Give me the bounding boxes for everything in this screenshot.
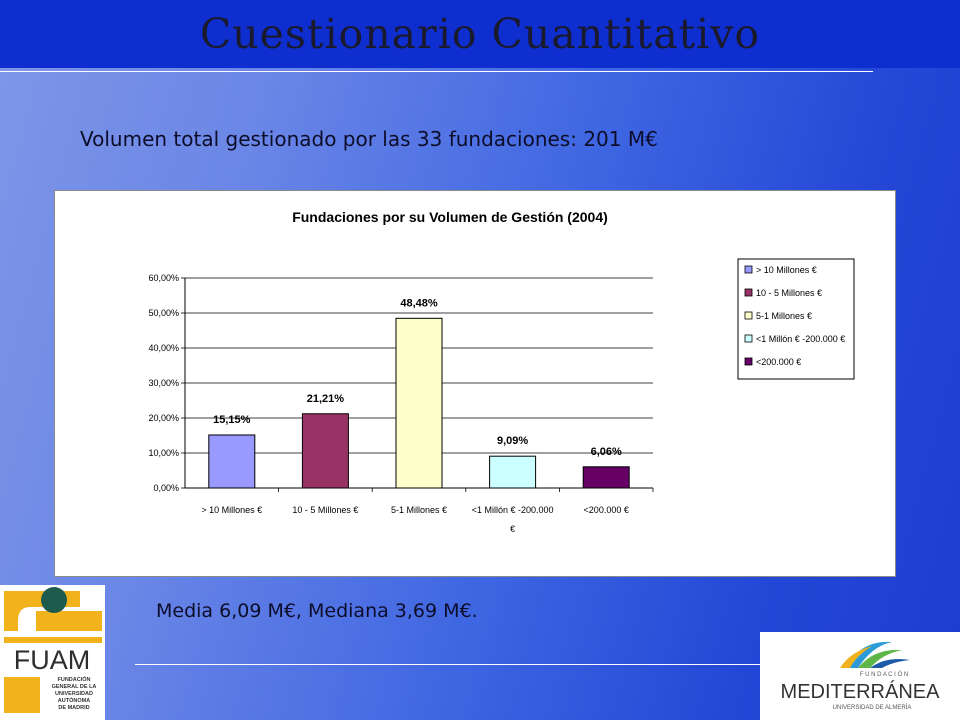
legend-swatch bbox=[745, 289, 752, 296]
legend-swatch bbox=[745, 266, 752, 273]
legend-entry: <1 Millón € -200.000 € bbox=[756, 334, 846, 344]
bar-value-label: 6,06% bbox=[590, 445, 622, 458]
bar-value-label: 9,09% bbox=[496, 435, 529, 448]
legend-entry: <200.000 € bbox=[756, 357, 802, 367]
legend-entry: 10 - 5 Millones € bbox=[756, 288, 823, 298]
slide-title: Cuestionario Cuantitativo bbox=[199, 10, 761, 58]
title-divider bbox=[0, 71, 873, 72]
y-tick-label: 10,00% bbox=[148, 448, 179, 458]
legend-entry: > 10 Millones € bbox=[756, 265, 817, 275]
bar bbox=[302, 414, 348, 488]
y-tick-label: 0,00% bbox=[153, 483, 179, 493]
y-tick-label: 20,00% bbox=[148, 413, 179, 423]
y-tick-label: 50,00% bbox=[148, 308, 179, 318]
bar-value-label: 21,21% bbox=[306, 392, 345, 405]
mediterranea-top-text: F U N D A C I Ó N bbox=[859, 672, 909, 678]
x-tick-label: <1 Millón € -200.000 € bbox=[471, 505, 554, 534]
fuam-caption-line: FUNDACIÓN bbox=[57, 677, 91, 683]
x-tick-label: > 10 Millones € bbox=[201, 505, 263, 515]
summary-statistics: Media 6,09 M€, Mediana 3,69 M€. bbox=[156, 600, 478, 622]
y-tick-label: 30,00% bbox=[148, 378, 179, 388]
chart-panel bbox=[54, 190, 896, 577]
fuam-logo-text: FUAM bbox=[13, 645, 91, 675]
bar bbox=[209, 435, 255, 488]
x-tick-label: 10 - 5 Millones € bbox=[292, 505, 359, 515]
fuam-caption-line: AUTÓNOMA bbox=[57, 698, 91, 704]
legend-entry: 5-1 Millones € bbox=[756, 311, 813, 321]
legend-swatch bbox=[745, 358, 752, 365]
y-tick-label: 60,00% bbox=[148, 273, 179, 283]
mediterranea-name: MEDITERRÁNEA bbox=[780, 681, 940, 703]
slide-subtitle: Volumen total gestionado por las 33 fundaciones: 201 M€ bbox=[80, 127, 658, 151]
bar bbox=[490, 456, 536, 488]
fuam-caption-line: DE MADRID bbox=[58, 705, 90, 711]
x-tick-label: <200.000 € bbox=[583, 505, 629, 515]
bar bbox=[396, 318, 442, 488]
x-tick-label: 5-1 Millones € bbox=[390, 505, 448, 515]
mediterranea-logo bbox=[760, 632, 960, 720]
fuam-caption-line: UNIVERSIDAD bbox=[55, 691, 93, 697]
bar bbox=[583, 467, 629, 488]
bar-chart bbox=[55, 191, 895, 576]
fuam-caption-line: GENERAL DE LA bbox=[51, 684, 97, 690]
chart-legend bbox=[738, 259, 854, 379]
legend-swatch bbox=[745, 312, 752, 319]
legend-swatch bbox=[745, 335, 752, 342]
fuam-circle-icon bbox=[41, 587, 67, 613]
y-tick-label: 40,00% bbox=[148, 343, 179, 353]
bar-value-label: 15,15% bbox=[213, 413, 251, 426]
mediterranea-bottom-text: UNIVERSIDAD DE ALMERÍA bbox=[832, 705, 912, 711]
footer-divider bbox=[135, 664, 760, 665]
chart-title: Fundaciones por su Volumen de Gestión (2004) bbox=[292, 209, 608, 225]
fuam-logo bbox=[0, 585, 105, 720]
bar-value-label: 48,48% bbox=[400, 297, 438, 310]
